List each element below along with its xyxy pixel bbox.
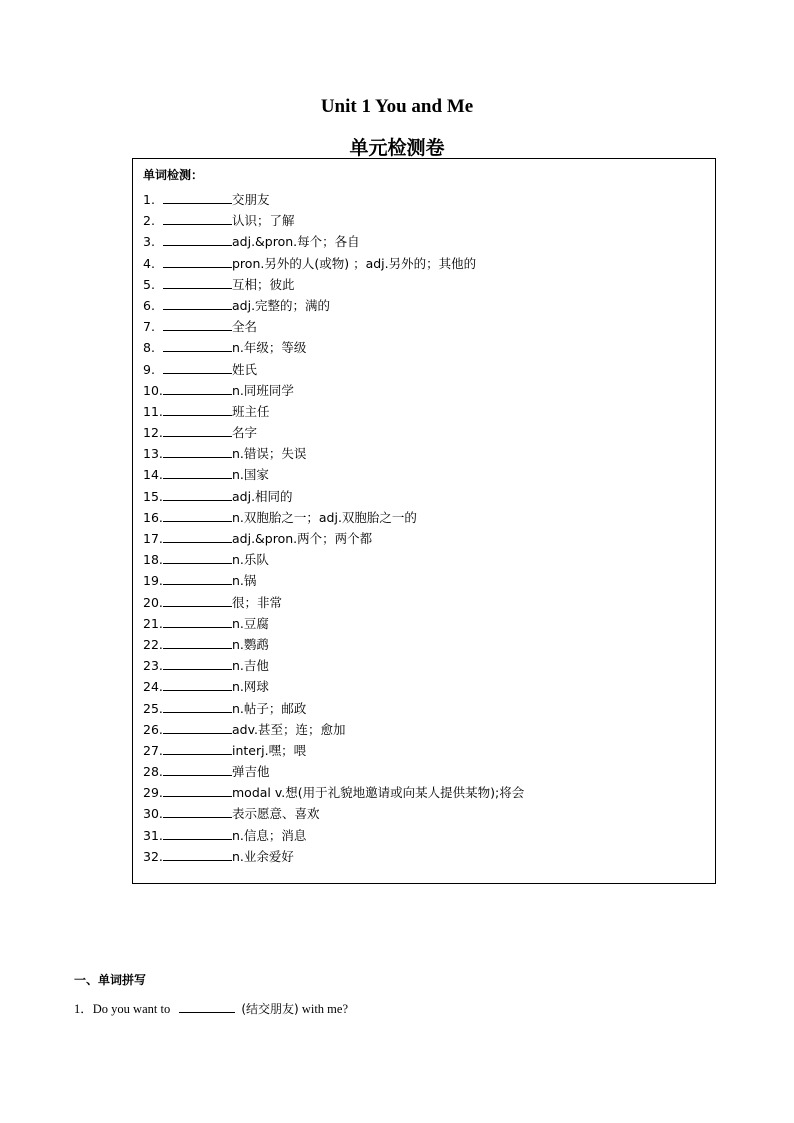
answer-blank[interactable] [163,425,232,437]
vocab-meaning: adj.&pron.每个；各自 [232,234,360,250]
answer-blank[interactable] [163,616,232,628]
answer-blank[interactable] [163,701,232,713]
vocab-item [143,679,524,700]
vocab-number: 9. [143,361,155,377]
vocab-meaning: n.信息；消息 [232,827,307,843]
section-heading: 一、单词拼写 [74,973,147,987]
answer-blank[interactable] [163,658,232,670]
vocab-number: 24. [143,679,163,695]
answer-blank[interactable] [163,637,232,649]
box-heading: 单词检测： [143,168,204,182]
vocab-number: 10. [143,382,163,398]
vocab-item [143,192,524,213]
answer-blank[interactable] [163,806,232,818]
vocab-item [143,277,524,298]
vocab-number: 7. [143,319,155,335]
vocab-number: 19. [143,573,163,589]
vocab-item [143,340,524,361]
vocab-meaning: 认识；了解 [232,213,295,229]
answer-blank[interactable] [163,679,232,691]
vocab-number: 22. [143,636,163,652]
answer-blank[interactable] [163,531,232,543]
vocab-meaning: 很；非常 [232,594,283,610]
vocab-item [143,234,524,255]
vocab-number: 32. [143,848,163,864]
question-1 [74,999,348,1017]
vocab-number: 21. [143,615,163,631]
vocab-meaning: 班主任 [232,403,270,419]
vocab-item [143,764,524,785]
answer-blank[interactable] [179,1001,235,1013]
vocab-meaning: 名字 [232,425,258,441]
answer-blank[interactable] [163,340,232,352]
vocab-meaning: n.鹦鹉 [232,636,269,652]
vocab-item [143,383,524,404]
vocab-meaning: n.豆腐 [232,615,269,631]
vocab-number: 20. [143,594,163,610]
vocab-item [143,595,524,616]
vocab-list [143,192,524,870]
answer-blank[interactable] [163,595,232,607]
answer-blank[interactable] [163,849,232,861]
answer-blank[interactable] [163,213,232,225]
vocab-item [143,828,524,849]
vocab-item [143,743,524,764]
vocab-number: 6. [143,297,155,313]
vocab-item [143,785,524,806]
answer-blank[interactable] [163,256,232,268]
vocab-meaning: adj.完整的；满的 [232,297,331,313]
vocab-meaning: 弹吉他 [232,764,270,780]
vocab-meaning: n.业余爱好 [232,848,294,864]
answer-blank[interactable] [163,489,232,501]
vocab-item [143,722,524,743]
vocab-number: 5. [143,276,155,292]
answer-blank[interactable] [163,828,232,840]
answer-blank[interactable] [163,467,232,479]
vocab-number: 3. [143,234,155,250]
vocab-meaning: 表示愿意、喜欢 [232,806,320,822]
answer-blank[interactable] [163,785,232,797]
answer-blank[interactable] [163,404,232,416]
vocab-number: 16. [143,509,163,525]
vocab-number: 11. [143,403,163,419]
vocab-item [143,213,524,234]
vocab-meaning: modal v.想(用于礼貌地邀请或向某人提供某物);将会 [232,785,525,801]
vocab-number: 25. [143,700,163,716]
answer-blank[interactable] [163,383,232,395]
vocab-item [143,298,524,319]
vocab-item [143,637,524,658]
vocab-item [143,701,524,722]
question-text-before: Do you want to [92,1002,171,1016]
vocab-number: 29. [143,785,163,801]
vocab-number: 15. [143,488,163,504]
answer-blank[interactable] [163,552,232,564]
vocab-number: 14. [143,467,163,483]
page-subtitle: 单元检测卷 [349,137,445,159]
answer-blank[interactable] [163,192,232,204]
vocab-number: 18. [143,552,163,568]
vocab-item [143,404,524,425]
vocab-meaning: adj.相同的 [232,488,293,504]
vocab-number: 13. [143,446,163,462]
vocab-number: 31. [143,827,163,843]
vocab-meaning: n.锅 [232,573,257,589]
answer-blank[interactable] [163,510,232,522]
vocab-item [143,256,524,277]
answer-blank[interactable] [163,573,232,585]
vocab-item [143,446,524,467]
question-text-after: with me? [301,1002,348,1016]
vocab-number: 1. [143,192,155,207]
vocab-number: 27. [143,742,163,758]
vocab-meaning: n.帖子；邮政 [232,700,307,716]
answer-blank[interactable] [163,446,232,458]
answer-blank[interactable] [163,722,232,734]
vocab-item [143,552,524,573]
vocab-item [143,489,524,510]
vocab-number: 4. [143,255,155,271]
vocab-meaning: n.网球 [232,679,269,695]
vocab-meaning: n.国家 [232,467,269,483]
vocab-item [143,658,524,679]
question-number: 1． [74,1002,93,1016]
vocab-meaning: n.吉他 [232,658,269,674]
vocab-number: 30. [143,806,163,822]
vocab-meaning: n.同班同学 [232,382,294,398]
vocab-meaning: n.双胞胎之一；adj.双胞胎之一的 [232,509,417,525]
vocab-item [143,531,524,552]
vocab-item [143,467,524,488]
vocab-item [143,510,524,531]
vocab-number: 17. [143,531,163,546]
vocab-number: 26. [143,721,163,737]
page-title: Unit 1 You and Me [320,96,474,117]
vocab-item [143,573,524,594]
question-hint: (结交朋友) [241,1002,299,1016]
vocab-number: 23. [143,658,163,674]
answer-blank[interactable] [163,298,232,310]
vocab-meaning: 全名 [232,319,258,335]
answer-blank[interactable] [163,277,232,289]
vocab-meaning: adv.甚至；连；愈加 [232,721,346,737]
answer-blank[interactable] [163,234,232,246]
vocab-item [143,806,524,827]
answer-blank[interactable] [163,362,232,374]
vocab-meaning: n.错误；失误 [232,446,307,462]
answer-blank[interactable] [163,743,232,755]
vocab-item [143,616,524,637]
vocab-number: 28. [143,764,163,780]
vocab-number: 2. [143,213,155,229]
vocab-item [143,319,524,340]
vocab-meaning: 互相；彼此 [232,276,295,292]
vocab-meaning: n.乐队 [232,552,269,568]
vocab-item [143,425,524,446]
vocab-meaning: 姓氏 [232,361,258,377]
vocab-meaning: interj.嘿；喂 [232,742,307,758]
answer-blank[interactable] [163,319,232,331]
vocab-meaning: pron.另外的人(或物) ；adj.另外的；其他的 [232,255,477,271]
vocab-meaning: 交朋友 [232,192,270,207]
answer-blank[interactable] [163,764,232,776]
vocab-box [132,158,716,884]
vocab-meaning: n.年级；等级 [232,340,307,356]
vocab-number: 12. [143,425,163,441]
vocab-item [143,362,524,383]
vocab-item [143,849,524,870]
vocab-meaning: adj.&pron.两个；两个都 [232,531,373,546]
vocab-number: 8. [143,340,155,356]
